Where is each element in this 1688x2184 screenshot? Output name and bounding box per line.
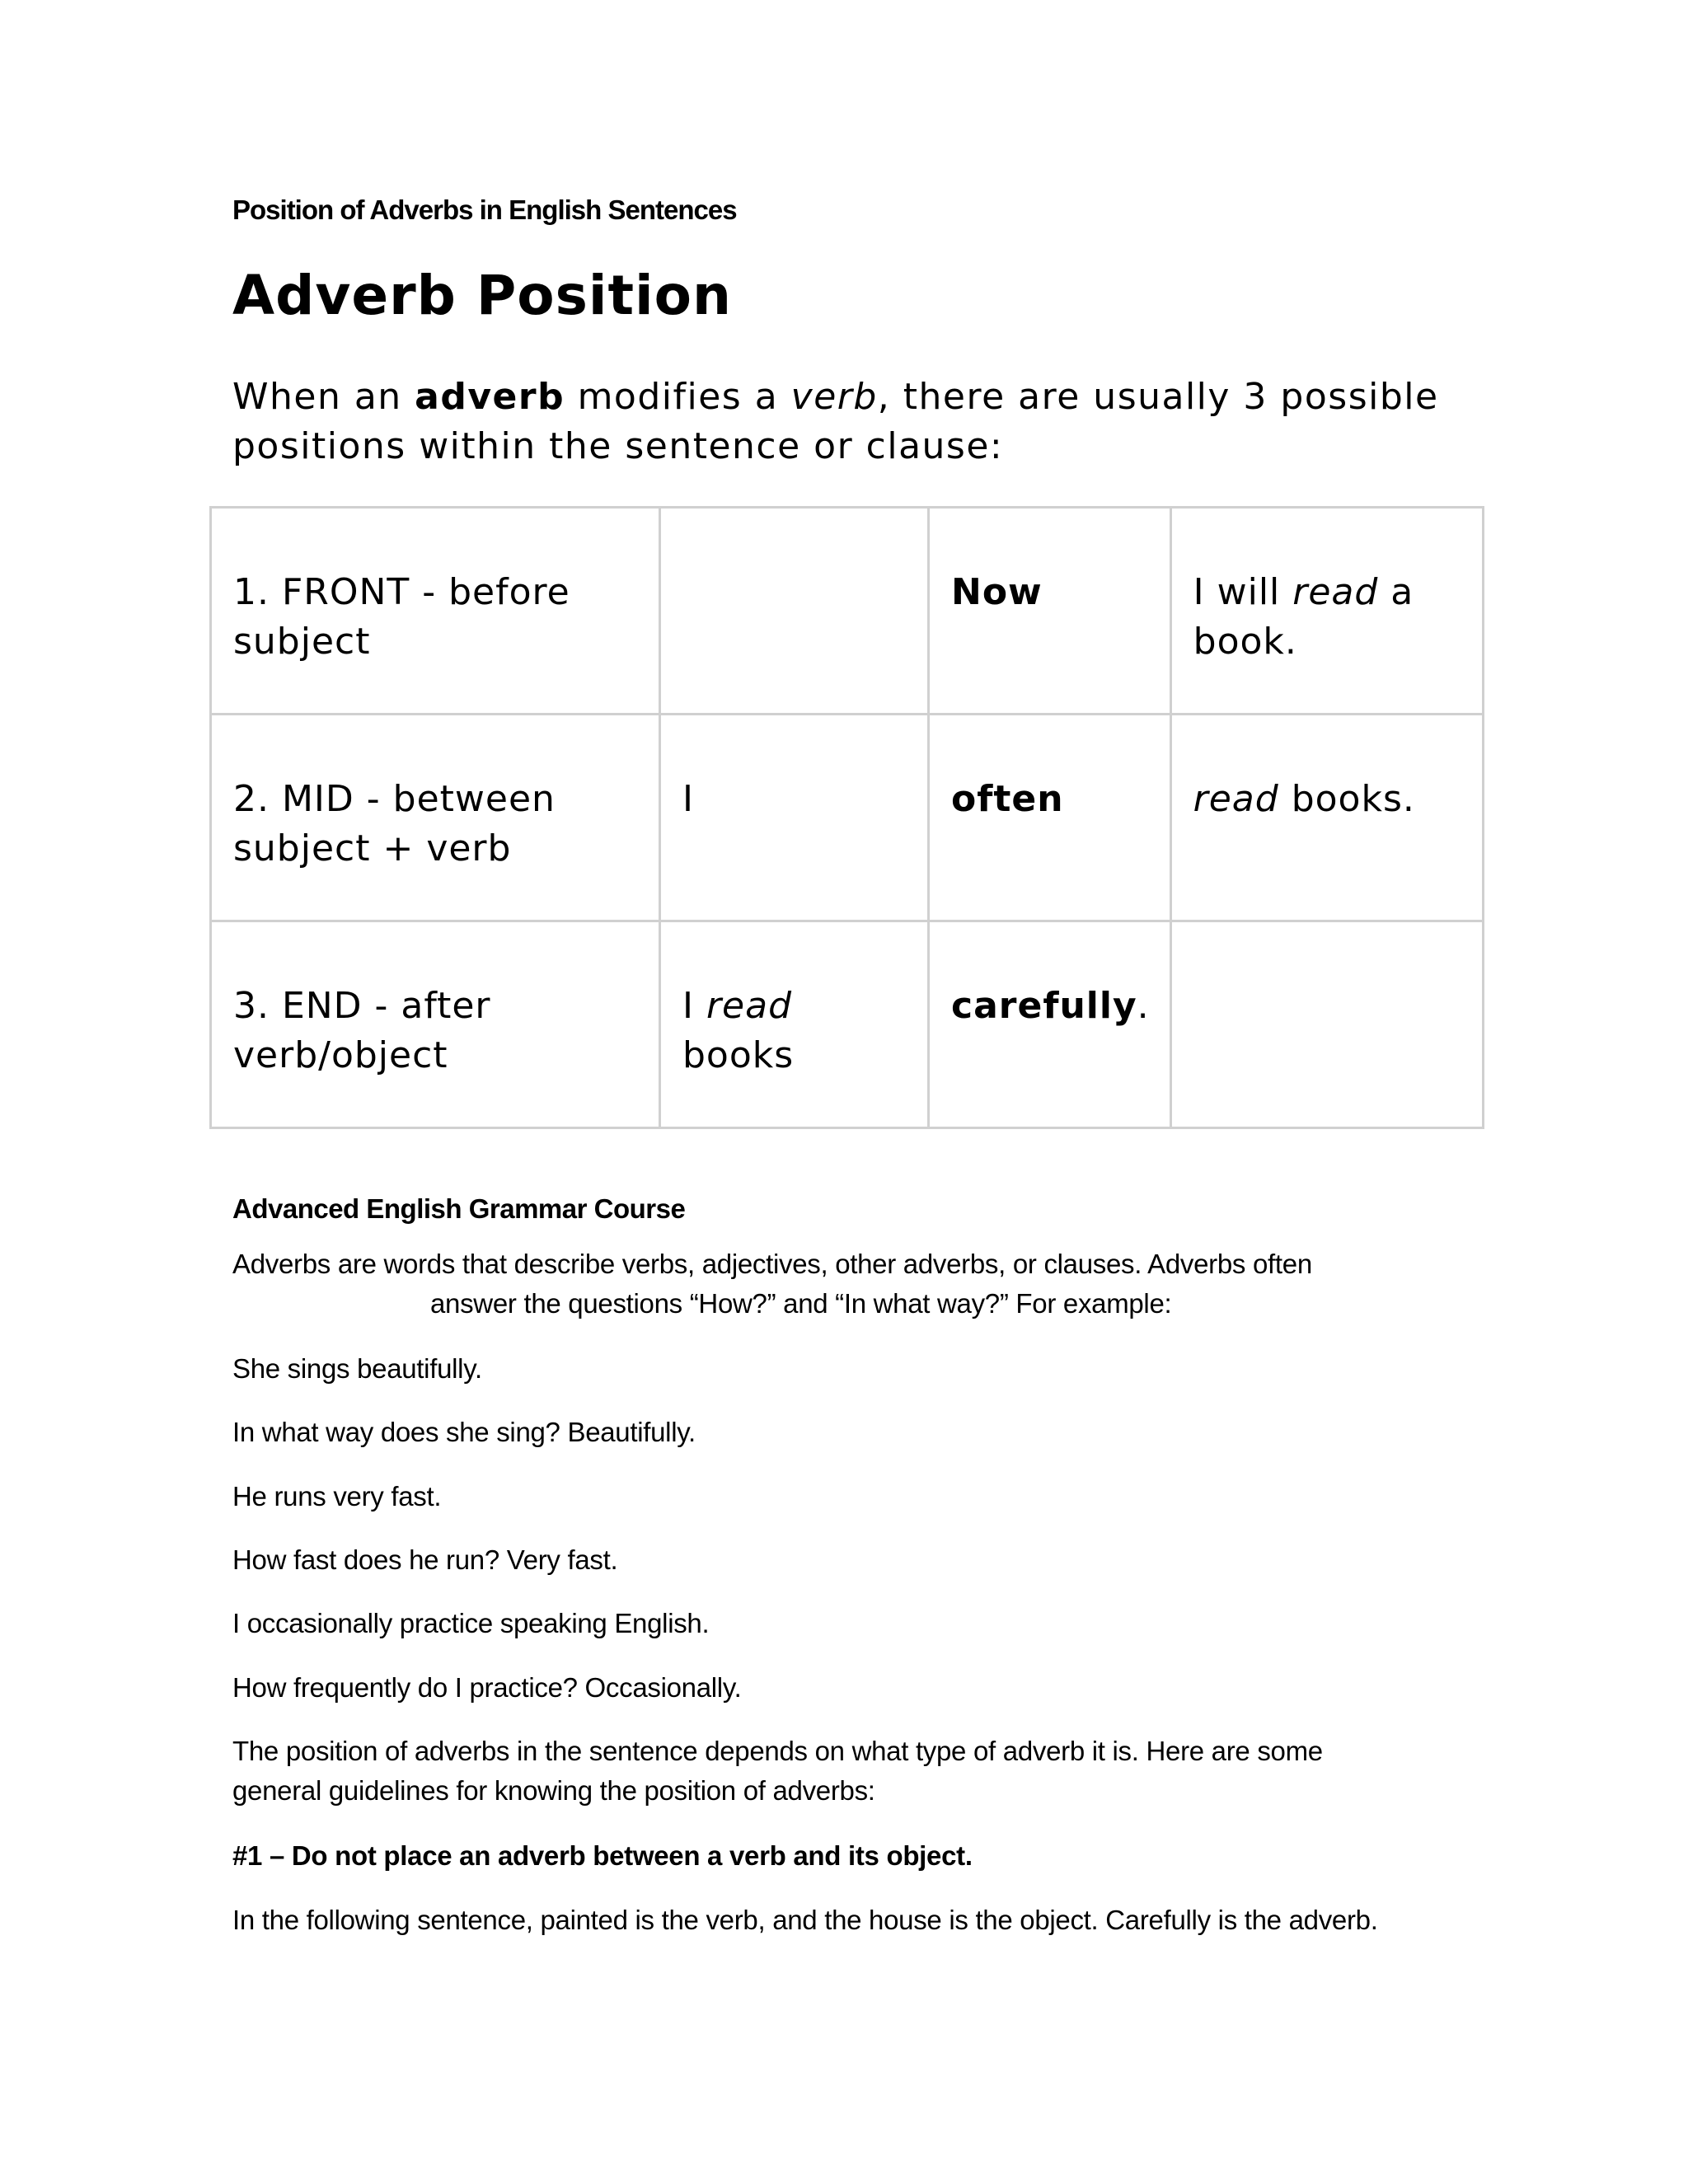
- subject-cell: [660, 508, 929, 715]
- adverb-cell: [929, 508, 1171, 715]
- adverb-position-table: [209, 506, 1484, 1129]
- subject-text-post: books: [682, 1034, 795, 1076]
- rest-italic-verb: read: [1292, 571, 1379, 613]
- intro-text-3: , there are usually 3 possible positions within the sentence or clause:: [232, 376, 1439, 467]
- adverb-cell: [929, 715, 1171, 921]
- example-line: In what way does she sing? Beautifully.: [232, 1417, 696, 1447]
- subject-cell: I: [660, 715, 929, 921]
- rest-cell: [1170, 921, 1483, 1128]
- rest-italic-verb: read: [1193, 778, 1279, 820]
- table-row: [211, 715, 1484, 921]
- table-row: [211, 921, 1484, 1128]
- rest-text-pre: I will: [1193, 571, 1293, 613]
- intro-italic-verb: verb: [790, 376, 878, 418]
- table-row: [211, 508, 1484, 715]
- intro-paragraph: [232, 373, 1469, 471]
- rule-heading: #1 – Do not place an adverb between a verb and its object.: [232, 1840, 973, 1871]
- rest-cell: [1170, 508, 1483, 715]
- rest-cell: [1170, 715, 1483, 921]
- section-label: Advanced English Grammar Course: [232, 1193, 686, 1224]
- adverb-cell: [929, 921, 1171, 1128]
- definition-line-2: answer the questions “How?” and “In what way?” For example:: [430, 1288, 1172, 1319]
- subject-italic-verb: read: [706, 985, 793, 1027]
- adverb-word: carefully: [951, 985, 1137, 1027]
- rest-text-post: books.: [1278, 778, 1415, 820]
- example-line: He runs very fast.: [232, 1481, 442, 1511]
- rest-text-post: a book.: [1193, 571, 1414, 663]
- adverb-punctuation: .: [1137, 985, 1150, 1027]
- example-line: She sings beautifully.: [232, 1353, 482, 1384]
- position-cell: 1. FRONT - before subject: [211, 508, 660, 715]
- guidelines-intro-line-2: general guidelines for knowing the position of adverbs:: [232, 1775, 875, 1806]
- example-line: I occasionally practice speaking English.: [232, 1608, 710, 1638]
- subject-text-pre: I: [682, 985, 706, 1027]
- adverb-word: Now: [951, 571, 1043, 613]
- intro-text-1: When an: [232, 376, 415, 418]
- definition-line-1: Adverbs are words that describe verbs, adjectives, other adverbs, or clauses. Adverbs often: [232, 1249, 1312, 1279]
- rule-explanation: In the following sentence, painted is the verb, and the house is the object. Carefully is the adverb.: [232, 1905, 1378, 1935]
- example-line: How fast does he run? Very fast.: [232, 1544, 618, 1575]
- guidelines-intro-line-1: The position of adverbs in the sentence depends on what type of adverb it is. Here are some: [232, 1736, 1323, 1766]
- position-cell: 2. MID - between subject + verb: [211, 715, 660, 921]
- example-line: How frequently do I practice? Occasionally.: [232, 1672, 742, 1703]
- intro-bold-adverb: adverb: [415, 376, 565, 418]
- position-cell: 3. END - after verb/object: [211, 921, 660, 1128]
- subject-cell: [660, 921, 929, 1128]
- adverb-word: often: [951, 778, 1064, 820]
- page-heading: Adverb Position: [232, 264, 733, 327]
- intro-text-2: modifies a: [565, 376, 791, 418]
- document-title: Position of Adverbs in English Sentences: [232, 194, 737, 225]
